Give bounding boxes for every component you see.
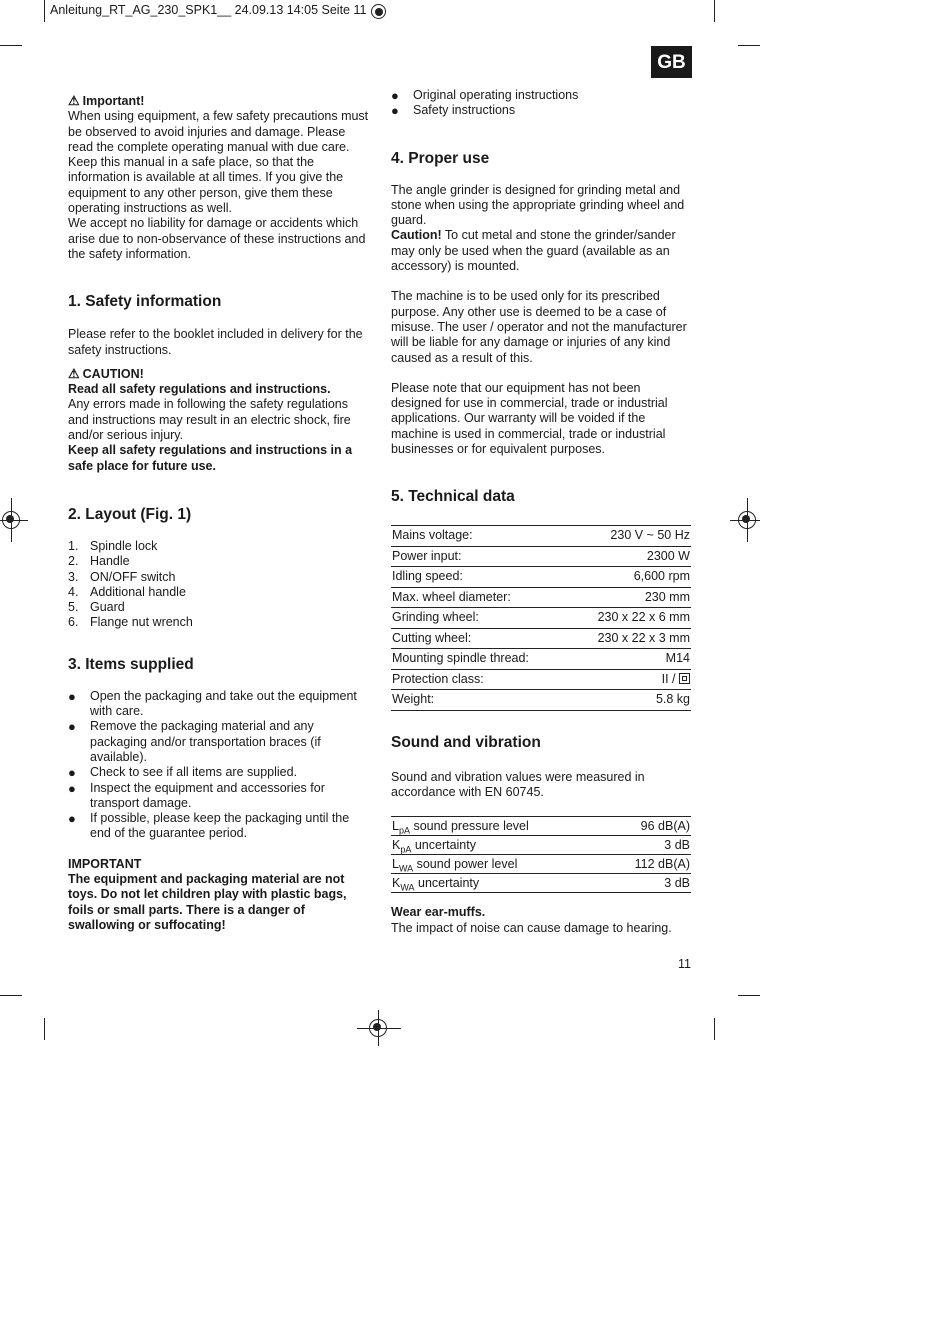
- symbol: L: [392, 818, 399, 833]
- caution-text: Any errors made in following the safety regulations and instructions may result in an electric shock, fire and/or serious injury.: [68, 397, 351, 443]
- table-row: [391, 855, 691, 874]
- table-row: [391, 608, 691, 629]
- list-item: [68, 811, 370, 842]
- symbol-subscript: pA: [398, 825, 410, 836]
- list-label: Guard: [90, 600, 125, 615]
- list-item: [68, 600, 370, 615]
- list-number: 4.: [68, 584, 79, 599]
- bullet-icon: ●: [68, 719, 76, 735]
- list-text: Inspect the equipment and accessories for transport damage.: [90, 780, 325, 810]
- list-item: [68, 585, 370, 600]
- page-number: 11: [678, 957, 691, 971]
- bullet-icon: ●: [391, 103, 399, 119]
- spec-label: Max. wheel diameter:: [391, 587, 570, 608]
- spec-value: [570, 690, 691, 711]
- spec-value-text: 230 mm: [644, 589, 690, 604]
- spec-label: Power input:: [391, 546, 570, 567]
- section-heading: 4. Proper use: [391, 149, 490, 167]
- spec-value: [570, 628, 691, 649]
- table-row: [391, 628, 691, 649]
- list-item: [68, 765, 370, 780]
- sound-intro: Sound and vibration values were measured in accordance with EN 60745.: [391, 769, 645, 800]
- table-row: [391, 690, 691, 711]
- language-badge: GB: [651, 46, 692, 78]
- crop-mark: [44, 0, 45, 22]
- bullet-icon: ●: [391, 88, 399, 103]
- list-text: Remove the packaging material and any packaging and/or transportation braces (if available).: [90, 719, 321, 764]
- list-item: [68, 570, 370, 585]
- spec-value: [570, 649, 691, 670]
- bullet-icon: ●: [68, 765, 76, 781]
- technical-data-table: [391, 525, 691, 711]
- crop-mark: [0, 995, 22, 996]
- section-heading: 2. Layout (Fig. 1): [68, 505, 192, 523]
- proper-use-text: The machine is to be used only for its prescribed purpose. Any other use is deemed to be a case of misuse. The user / operator and not the manufacturer will be liable for any damage or injuries of any kind caused as a result of this.: [391, 289, 687, 365]
- ear-muffs-heading: Wear ear-muffs.: [391, 905, 486, 920]
- bullet-icon: ●: [68, 688, 76, 704]
- list-label: Flange nut wrench: [90, 615, 193, 630]
- list-number: 6.: [68, 615, 79, 630]
- symbol-subscript: WA: [400, 882, 415, 893]
- symbol: K: [392, 875, 401, 890]
- list-item: [68, 554, 370, 569]
- spec-value-text: 2300 W: [646, 548, 690, 563]
- sound-label-text: uncertainty: [414, 875, 480, 890]
- section-heading: 5. Technical data: [391, 488, 515, 506]
- proper-use-text: Please note that our equipment has not been designed for use in commercial, trade or industrial applications. Our warranty will be voided if the machine is used in commercial, trade or industrial businesses or for equivalent purposes.: [391, 380, 668, 457]
- symbol: K: [392, 837, 401, 852]
- caution-keep: Keep all safety regulations and instructions in a safe place for future use.: [68, 443, 353, 473]
- spec-value-text: II /: [661, 671, 676, 686]
- crop-mark: [738, 45, 760, 46]
- spec-label: Mains voltage:: [391, 526, 570, 547]
- spec-value-text: M14: [665, 651, 690, 666]
- list-text: Open the packaging and take out the equipment with care.: [90, 688, 357, 719]
- spec-value-text: 5.8 kg: [655, 692, 690, 707]
- proper-use-caution: Caution! To cut metal and stone the grinder/sander may only be used when the guard (available as an accessory) is mounted.: [391, 228, 676, 274]
- list-item: [68, 781, 370, 812]
- important-heading: ⚠ Important!: [68, 93, 145, 108]
- bullet-icon: ●: [68, 811, 76, 827]
- table-row: [391, 874, 691, 893]
- bullet-icon: ●: [68, 780, 76, 796]
- spec-label: Mounting spindle thread:: [391, 649, 570, 670]
- table-row: [391, 567, 691, 588]
- list-item: [391, 103, 693, 118]
- spec-label: Cutting wheel:: [391, 628, 570, 649]
- spec-label: Protection class:: [391, 669, 570, 690]
- list-number: 2.: [68, 554, 79, 569]
- print-slug: Anleitung_RT_AG_230_SPK1__ 24.09.13 14:05 Seite 11: [50, 3, 367, 17]
- list-item: [68, 689, 370, 720]
- spec-value: [570, 567, 691, 588]
- table-row: [391, 526, 691, 547]
- layout-list: [68, 539, 370, 631]
- sound-value: 3 dB: [603, 836, 691, 855]
- spec-label: Grinding wheel:: [391, 608, 570, 629]
- safety-intro: Please refer to the booklet included in delivery for the safety instructions.: [68, 327, 363, 357]
- table-row: [391, 649, 691, 670]
- sound-label: [391, 836, 603, 855]
- symbol-subscript: pA: [400, 844, 412, 855]
- list-text: Check to see if all items are supplied.: [90, 765, 298, 780]
- list-text: Safety instructions: [413, 103, 516, 118]
- section-heading: Sound and vibration: [391, 733, 541, 751]
- spec-value-text: 230 x 22 x 6 mm: [597, 610, 690, 625]
- list-number: 3.: [68, 569, 79, 584]
- sound-label: [391, 817, 603, 836]
- warning-triangle-icon: ⚠: [68, 365, 80, 381]
- symbol-subscript: WA: [398, 863, 414, 874]
- documents-list: [391, 88, 693, 119]
- ear-muffs-text: The impact of noise can cause damage to hearing.: [391, 920, 672, 935]
- table-row: [391, 836, 691, 855]
- list-item: [68, 539, 370, 554]
- caution-bold: Read all safety regulations and instructions.: [68, 382, 331, 397]
- sound-value: 112 dB(A): [603, 855, 691, 874]
- spec-value: [570, 608, 691, 629]
- table-row: [391, 817, 691, 836]
- sound-value: 96 dB(A): [603, 817, 691, 836]
- list-item: [68, 615, 370, 630]
- spec-value-text: 230 x 22 x 3 mm: [597, 630, 690, 645]
- sound-data-table: [391, 816, 691, 893]
- symbol: L: [392, 856, 399, 871]
- list-text: If possible, please keep the packaging until the end of the guarantee period.: [90, 811, 350, 841]
- crop-mark: [714, 0, 715, 22]
- warning-triangle-icon: ⚠: [68, 93, 80, 108]
- spec-label: Idling speed:: [391, 567, 570, 588]
- list-number: 5.: [68, 600, 79, 615]
- spec-value: [570, 526, 691, 547]
- sound-label-text: sound pressure level: [409, 818, 529, 833]
- proper-use-text: The angle grinder is designed for grinding metal and stone when using the appropriate grinding wheel and guard.: [391, 182, 685, 228]
- list-label: Spindle lock: [90, 538, 158, 553]
- crop-mark: [0, 45, 22, 46]
- registration-mark-icon: [369, 1019, 387, 1037]
- double-insulation-icon: [679, 673, 690, 684]
- liability-text: We accept no liability for damage or accidents which arise due to non-observance of these instructions and the safety information.: [68, 216, 366, 261]
- important-warning: The equipment and packaging material are not toys. Do not let children play with plastic bags, foils or small parts. There is a danger of swallowing or suffocating!: [68, 871, 347, 932]
- spec-value: [570, 587, 691, 608]
- spec-value: [570, 546, 691, 567]
- table-row: [391, 546, 691, 567]
- crop-mark: [714, 1018, 715, 1040]
- spec-label: Weight:: [391, 690, 570, 711]
- list-item: [68, 719, 370, 765]
- left-column: [68, 93, 370, 933]
- sound-value: 3 dB: [603, 874, 691, 893]
- right-column: [391, 88, 693, 936]
- items-supplied-list: [68, 689, 370, 842]
- registration-mark-icon: [371, 4, 386, 19]
- section-heading: 1. Safety information: [68, 293, 222, 311]
- sound-label-text: sound power level: [413, 856, 518, 871]
- sound-label: [391, 874, 603, 893]
- sound-label: [391, 855, 603, 874]
- list-label: ON/OFF switch: [90, 569, 176, 584]
- crop-mark: [738, 995, 760, 996]
- registration-mark-icon: [2, 511, 20, 529]
- table-row: [391, 587, 691, 608]
- list-text: Original operating instructions: [413, 88, 579, 102]
- sound-label-text: uncertainty: [411, 837, 476, 852]
- table-row: [391, 669, 691, 690]
- list-label: Additional handle: [90, 584, 186, 599]
- important-label: IMPORTANT: [68, 856, 142, 871]
- spec-value: [570, 669, 691, 690]
- crop-mark: [44, 1018, 45, 1040]
- registration-mark-icon: [738, 511, 756, 529]
- section-heading: 3. Items supplied: [68, 655, 194, 673]
- list-label: Handle: [90, 554, 130, 569]
- list-item: [391, 88, 693, 103]
- spec-value-text: 230 V ~ 50 Hz: [610, 528, 690, 543]
- spec-value-text: 6,600 rpm: [633, 569, 690, 584]
- important-text: When using equipment, a few safety precautions must be observed to avoid injuries and damage. Please read the complete operating manual with due care. Keep this manual in a safe place, so that the information is available at all times. If you give the equipment to any other person, give them these operating instructions as well.: [68, 109, 369, 216]
- list-number: 1.: [68, 538, 79, 553]
- caution-heading: ⚠ CAUTION!: [68, 365, 144, 381]
